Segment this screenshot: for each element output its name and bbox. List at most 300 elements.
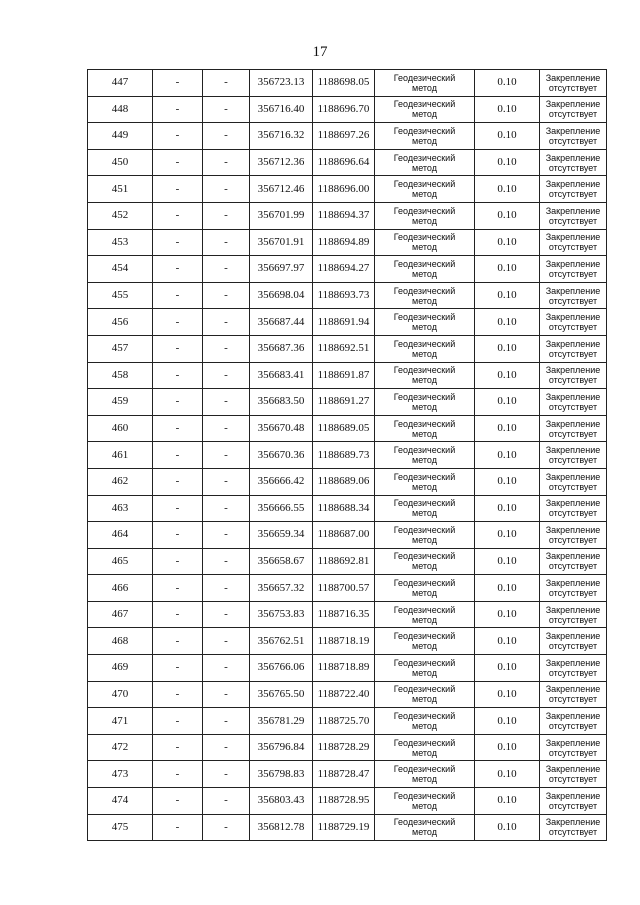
method-cell-line: метод <box>412 721 437 732</box>
method-cell-line: Геодезический <box>393 711 456 722</box>
x-coordinate-cell: 356712.46 <box>250 176 313 203</box>
point-number-cell: 475 <box>88 814 153 841</box>
dash-cell: - <box>203 389 250 416</box>
dash-cell: - <box>203 442 250 469</box>
fixing-cell-line: отсутствует <box>548 322 598 333</box>
fixing-cell <box>540 362 607 389</box>
method-cell <box>375 734 475 761</box>
accuracy-cell: 0.10 <box>475 628 540 655</box>
method-cell <box>375 96 475 123</box>
fixing-cell-line: Закрепление <box>545 418 601 429</box>
method-cell-line: метод <box>412 135 437 146</box>
fixing-cell-line: Закрепление <box>545 498 601 509</box>
accuracy-cell: 0.10 <box>475 442 540 469</box>
accuracy-cell: 0.10 <box>475 548 540 575</box>
table-row <box>88 362 607 389</box>
method-cell-line: метод <box>412 534 437 545</box>
table-row <box>88 734 607 761</box>
table-row <box>88 468 607 495</box>
method-cell-line: метод <box>412 189 437 200</box>
table-body <box>88 70 607 841</box>
fixing-cell-line: Закрепление <box>545 471 601 482</box>
dash-cell: - <box>153 70 203 97</box>
table-row <box>88 256 607 283</box>
accuracy-cell: 0.10 <box>475 788 540 815</box>
method-cell-line: метод <box>412 481 437 492</box>
method-cell-line: метод <box>412 322 437 333</box>
fixing-cell-line: отсутствует <box>548 614 598 625</box>
accuracy-cell: 0.10 <box>475 734 540 761</box>
point-number-cell: 453 <box>88 229 153 256</box>
y-coordinate-cell: 1188728.29 <box>313 734 375 761</box>
method-cell <box>375 389 475 416</box>
x-coordinate-cell: 356697.97 <box>250 256 313 283</box>
method-cell-line: метод <box>412 162 437 173</box>
fixing-cell <box>540 814 607 841</box>
accuracy-cell: 0.10 <box>475 814 540 841</box>
dash-cell: - <box>153 282 203 309</box>
fixing-cell-line: Закрепление <box>545 764 601 775</box>
y-coordinate-cell: 1188692.51 <box>313 335 375 362</box>
x-coordinate-cell: 356701.99 <box>250 202 313 229</box>
method-cell <box>375 628 475 655</box>
dash-cell: - <box>203 415 250 442</box>
y-coordinate-cell: 1188698.05 <box>313 70 375 97</box>
method-cell-line: Геодезический <box>393 764 456 775</box>
dash-cell: - <box>153 655 203 682</box>
y-coordinate-cell: 1188694.37 <box>313 202 375 229</box>
x-coordinate-cell: 356657.32 <box>250 575 313 602</box>
x-coordinate-cell: 356658.67 <box>250 548 313 575</box>
method-cell-line: Геодезический <box>393 99 456 110</box>
fixing-cell-line: отсутствует <box>548 721 598 732</box>
dash-cell: - <box>153 123 203 150</box>
fixing-cell-line: Закрепление <box>545 578 601 589</box>
method-cell-line: Геодезический <box>393 631 456 642</box>
point-number-cell: 459 <box>88 389 153 416</box>
point-number-cell: 472 <box>88 734 153 761</box>
method-cell-line: метод <box>412 747 437 758</box>
dash-cell: - <box>153 628 203 655</box>
fixing-cell <box>540 335 607 362</box>
method-cell <box>375 282 475 309</box>
table-row <box>88 415 607 442</box>
dash-cell: - <box>153 149 203 176</box>
table-row <box>88 389 607 416</box>
fixing-cell-line: отсутствует <box>548 534 598 545</box>
point-number-cell: 464 <box>88 522 153 549</box>
fixing-cell-line: Закрепление <box>545 657 601 668</box>
x-coordinate-cell: 356659.34 <box>250 522 313 549</box>
method-cell-line: Геодезический <box>393 338 456 349</box>
fixing-cell <box>540 655 607 682</box>
x-coordinate-cell: 356798.83 <box>250 761 313 788</box>
method-cell-line: метод <box>412 401 437 412</box>
method-cell-line: метод <box>412 827 437 838</box>
dash-cell: - <box>203 708 250 735</box>
table-row <box>88 761 607 788</box>
x-coordinate-cell: 356698.04 <box>250 282 313 309</box>
y-coordinate-cell: 1188691.87 <box>313 362 375 389</box>
method-cell-line: метод <box>412 508 437 519</box>
dash-cell: - <box>203 495 250 522</box>
fixing-cell-line: отсутствует <box>548 268 598 279</box>
method-cell-line: Геодезический <box>393 125 456 136</box>
fixing-cell-line: отсутствует <box>548 774 598 785</box>
dash-cell: - <box>203 468 250 495</box>
fixing-cell <box>540 761 607 788</box>
fixing-cell <box>540 681 607 708</box>
accuracy-cell: 0.10 <box>475 229 540 256</box>
accuracy-cell: 0.10 <box>475 468 540 495</box>
fixing-cell <box>540 123 607 150</box>
table-row <box>88 70 607 97</box>
fixing-cell <box>540 176 607 203</box>
accuracy-cell: 0.10 <box>475 123 540 150</box>
table-row <box>88 309 607 336</box>
accuracy-cell: 0.10 <box>475 415 540 442</box>
method-cell-line: Геодезический <box>393 551 456 562</box>
fixing-cell-line: отсутствует <box>548 641 598 652</box>
dash-cell: - <box>153 708 203 735</box>
table-row <box>88 442 607 469</box>
fixing-cell-line: Закрепление <box>545 711 601 722</box>
method-cell <box>375 655 475 682</box>
method-cell-line: метод <box>412 561 437 572</box>
y-coordinate-cell: 1188688.34 <box>313 495 375 522</box>
point-number-cell: 462 <box>88 468 153 495</box>
method-cell-line: метод <box>412 694 437 705</box>
fixing-cell-line: Закрепление <box>545 551 601 562</box>
method-cell <box>375 335 475 362</box>
dash-cell: - <box>153 256 203 283</box>
fixing-cell-line: отсутствует <box>548 800 598 811</box>
x-coordinate-cell: 356683.50 <box>250 389 313 416</box>
fixing-cell-line: отсутствует <box>548 747 598 758</box>
x-coordinate-cell: 356701.91 <box>250 229 313 256</box>
fixing-cell-line: отсутствует <box>548 135 598 146</box>
dash-cell: - <box>203 362 250 389</box>
fixing-cell <box>540 256 607 283</box>
table-row <box>88 96 607 123</box>
method-cell <box>375 415 475 442</box>
dash-cell: - <box>153 362 203 389</box>
y-coordinate-cell: 1188700.57 <box>313 575 375 602</box>
table-row <box>88 229 607 256</box>
method-cell-line: Геодезический <box>393 471 456 482</box>
fixing-cell-line: Закрепление <box>545 312 601 323</box>
dash-cell: - <box>203 575 250 602</box>
y-coordinate-cell: 1188694.27 <box>313 256 375 283</box>
method-cell <box>375 601 475 628</box>
point-number-cell: 473 <box>88 761 153 788</box>
method-cell-line: метод <box>412 774 437 785</box>
table-row <box>88 628 607 655</box>
method-cell-line: метод <box>412 428 437 439</box>
y-coordinate-cell: 1188692.81 <box>313 548 375 575</box>
point-number-cell: 450 <box>88 149 153 176</box>
y-coordinate-cell: 1188718.89 <box>313 655 375 682</box>
y-coordinate-cell: 1188728.95 <box>313 788 375 815</box>
y-coordinate-cell: 1188694.89 <box>313 229 375 256</box>
accuracy-cell: 0.10 <box>475 495 540 522</box>
y-coordinate-cell: 1188697.26 <box>313 123 375 150</box>
method-cell-line: метод <box>412 268 437 279</box>
method-cell-line: Геодезический <box>393 524 456 535</box>
fixing-cell-line: отсутствует <box>548 588 598 599</box>
y-coordinate-cell: 1188689.73 <box>313 442 375 469</box>
method-cell <box>375 123 475 150</box>
fixing-cell <box>540 548 607 575</box>
dash-cell: - <box>203 123 250 150</box>
fixing-cell-line: Закрепление <box>545 152 601 163</box>
method-cell-line: метод <box>412 215 437 226</box>
table-row <box>88 522 607 549</box>
y-coordinate-cell: 1188687.00 <box>313 522 375 549</box>
dash-cell: - <box>203 176 250 203</box>
y-coordinate-cell: 1188691.94 <box>313 309 375 336</box>
y-coordinate-cell: 1188689.05 <box>313 415 375 442</box>
dash-cell: - <box>203 335 250 362</box>
fixing-cell <box>540 96 607 123</box>
accuracy-cell: 0.10 <box>475 96 540 123</box>
dash-cell: - <box>203 734 250 761</box>
accuracy-cell: 0.10 <box>475 70 540 97</box>
dash-cell: - <box>153 575 203 602</box>
table-row <box>88 149 607 176</box>
dash-cell: - <box>203 96 250 123</box>
accuracy-cell: 0.10 <box>475 309 540 336</box>
table-row <box>88 202 607 229</box>
dash-cell: - <box>203 149 250 176</box>
method-cell-line: метод <box>412 375 437 386</box>
point-number-cell: 452 <box>88 202 153 229</box>
dash-cell: - <box>153 335 203 362</box>
method-cell-line: метод <box>412 800 437 811</box>
method-cell-line: Геодезический <box>393 604 456 615</box>
fixing-cell-line: отсутствует <box>548 401 598 412</box>
method-cell <box>375 522 475 549</box>
fixing-cell-line: отсутствует <box>548 508 598 519</box>
method-cell <box>375 814 475 841</box>
fixing-cell-line: отсутствует <box>548 295 598 306</box>
method-cell-line: Геодезический <box>393 232 456 243</box>
x-coordinate-cell: 356753.83 <box>250 601 313 628</box>
fixing-cell <box>540 229 607 256</box>
dash-cell: - <box>203 309 250 336</box>
table-row <box>88 655 607 682</box>
y-coordinate-cell: 1188696.00 <box>313 176 375 203</box>
accuracy-cell: 0.10 <box>475 335 540 362</box>
table-row <box>88 176 607 203</box>
method-cell-line: Геодезический <box>393 365 456 376</box>
fixing-cell <box>540 708 607 735</box>
method-cell-line: метод <box>412 348 437 359</box>
x-coordinate-cell: 356687.36 <box>250 335 313 362</box>
y-coordinate-cell: 1188729.19 <box>313 814 375 841</box>
fixing-cell <box>540 522 607 549</box>
accuracy-cell: 0.10 <box>475 681 540 708</box>
fixing-cell <box>540 495 607 522</box>
x-coordinate-cell: 356683.41 <box>250 362 313 389</box>
fixing-cell-line: Закрепление <box>545 338 601 349</box>
page-number: 17 <box>312 44 328 60</box>
point-number-cell: 449 <box>88 123 153 150</box>
dash-cell: - <box>153 415 203 442</box>
x-coordinate-cell: 356766.06 <box>250 655 313 682</box>
dash-cell: - <box>153 814 203 841</box>
method-cell <box>375 309 475 336</box>
table-row <box>88 575 607 602</box>
x-coordinate-cell: 356765.50 <box>250 681 313 708</box>
method-cell-line: Геодезический <box>393 817 456 828</box>
accuracy-cell: 0.10 <box>475 522 540 549</box>
dash-cell: - <box>203 70 250 97</box>
fixing-cell-line: отсутствует <box>548 561 598 572</box>
method-cell-line: Геодезический <box>393 391 456 402</box>
method-cell-line: Геодезический <box>393 657 456 668</box>
dash-cell: - <box>153 548 203 575</box>
method-cell-line: Геодезический <box>393 205 456 216</box>
fixing-cell-line: Закрепление <box>545 391 601 402</box>
fixing-cell-line: Закрепление <box>545 179 601 190</box>
y-coordinate-cell: 1188696.64 <box>313 149 375 176</box>
point-number-cell: 461 <box>88 442 153 469</box>
fixing-cell <box>540 575 607 602</box>
method-cell <box>375 708 475 735</box>
accuracy-cell: 0.10 <box>475 256 540 283</box>
fixing-cell <box>540 309 607 336</box>
x-coordinate-cell: 356716.32 <box>250 123 313 150</box>
method-cell-line: Геодезический <box>393 684 456 695</box>
accuracy-cell: 0.10 <box>475 149 540 176</box>
fixing-cell-line: Закрепление <box>545 817 601 828</box>
fixing-cell-line: отсутствует <box>548 827 598 838</box>
dash-cell: - <box>153 495 203 522</box>
fixing-cell <box>540 202 607 229</box>
fixing-cell-line: отсутствует <box>548 348 598 359</box>
method-cell-line: метод <box>412 455 437 466</box>
fixing-cell-line: Закрепление <box>545 790 601 801</box>
point-number-cell: 467 <box>88 601 153 628</box>
fixing-cell <box>540 788 607 815</box>
method-cell-line: Геодезический <box>393 152 456 163</box>
fixing-cell <box>540 415 607 442</box>
fixing-cell-line: отсутствует <box>548 215 598 226</box>
point-number-cell: 460 <box>88 415 153 442</box>
point-number-cell: 448 <box>88 96 153 123</box>
method-cell-line: метод <box>412 295 437 306</box>
dash-cell: - <box>153 788 203 815</box>
dash-cell: - <box>203 655 250 682</box>
dash-cell: - <box>153 468 203 495</box>
coordinates-table <box>87 69 607 841</box>
point-number-cell: 455 <box>88 282 153 309</box>
table-row <box>88 601 607 628</box>
fixing-cell-line: Закрепление <box>545 125 601 136</box>
table-row <box>88 548 607 575</box>
x-coordinate-cell: 356670.36 <box>250 442 313 469</box>
x-coordinate-cell: 356670.48 <box>250 415 313 442</box>
fixing-cell-line: отсутствует <box>548 375 598 386</box>
method-cell <box>375 362 475 389</box>
table-row <box>88 788 607 815</box>
dash-cell: - <box>203 788 250 815</box>
method-cell-line: Геодезический <box>393 312 456 323</box>
fixing-cell-line: отсутствует <box>548 189 598 200</box>
fixing-cell-line: Закрепление <box>545 737 601 748</box>
point-number-cell: 471 <box>88 708 153 735</box>
dash-cell: - <box>153 761 203 788</box>
point-number-cell: 465 <box>88 548 153 575</box>
method-cell <box>375 468 475 495</box>
fixing-cell-line: отсутствует <box>548 109 598 120</box>
fixing-cell-line: отсутствует <box>548 455 598 466</box>
dash-cell: - <box>153 309 203 336</box>
x-coordinate-cell: 356803.43 <box>250 788 313 815</box>
dash-cell: - <box>153 681 203 708</box>
fixing-cell-line: Закрепление <box>545 365 601 376</box>
y-coordinate-cell: 1188728.47 <box>313 761 375 788</box>
fixing-cell <box>540 468 607 495</box>
method-cell-line: Геодезический <box>393 790 456 801</box>
method-cell-line: Геодезический <box>393 418 456 429</box>
table-row <box>88 814 607 841</box>
accuracy-cell: 0.10 <box>475 176 540 203</box>
method-cell <box>375 70 475 97</box>
dash-cell: - <box>153 601 203 628</box>
x-coordinate-cell: 356796.84 <box>250 734 313 761</box>
method-cell <box>375 681 475 708</box>
accuracy-cell: 0.10 <box>475 601 540 628</box>
point-number-cell: 456 <box>88 309 153 336</box>
fixing-cell-line: Закрепление <box>545 285 601 296</box>
point-number-cell: 458 <box>88 362 153 389</box>
fixing-cell <box>540 734 607 761</box>
table-row <box>88 495 607 522</box>
dash-cell: - <box>203 814 250 841</box>
fixing-cell-line: отсутствует <box>548 242 598 253</box>
method-cell-line: Геодезический <box>393 578 456 589</box>
fixing-cell <box>540 442 607 469</box>
point-number-cell: 457 <box>88 335 153 362</box>
x-coordinate-cell: 356716.40 <box>250 96 313 123</box>
method-cell-line: метод <box>412 667 437 678</box>
method-cell-line: метод <box>412 614 437 625</box>
fixing-cell <box>540 149 607 176</box>
y-coordinate-cell: 1188696.70 <box>313 96 375 123</box>
point-number-cell: 469 <box>88 655 153 682</box>
accuracy-cell: 0.10 <box>475 575 540 602</box>
method-cell <box>375 202 475 229</box>
y-coordinate-cell: 1188689.06 <box>313 468 375 495</box>
method-cell <box>375 176 475 203</box>
fixing-cell-line: Закрепление <box>545 232 601 243</box>
fixing-cell-line: отсутствует <box>548 481 598 492</box>
accuracy-cell: 0.10 <box>475 362 540 389</box>
dash-cell: - <box>203 229 250 256</box>
accuracy-cell: 0.10 <box>475 202 540 229</box>
table-row <box>88 708 607 735</box>
fixing-cell-line: отсутствует <box>548 82 598 93</box>
dash-cell: - <box>203 601 250 628</box>
dash-cell: - <box>203 681 250 708</box>
dash-cell: - <box>153 202 203 229</box>
fixing-cell-line: Закрепление <box>545 99 601 110</box>
method-cell-line: метод <box>412 82 437 93</box>
dash-cell: - <box>153 389 203 416</box>
method-cell-line: Геодезический <box>393 445 456 456</box>
